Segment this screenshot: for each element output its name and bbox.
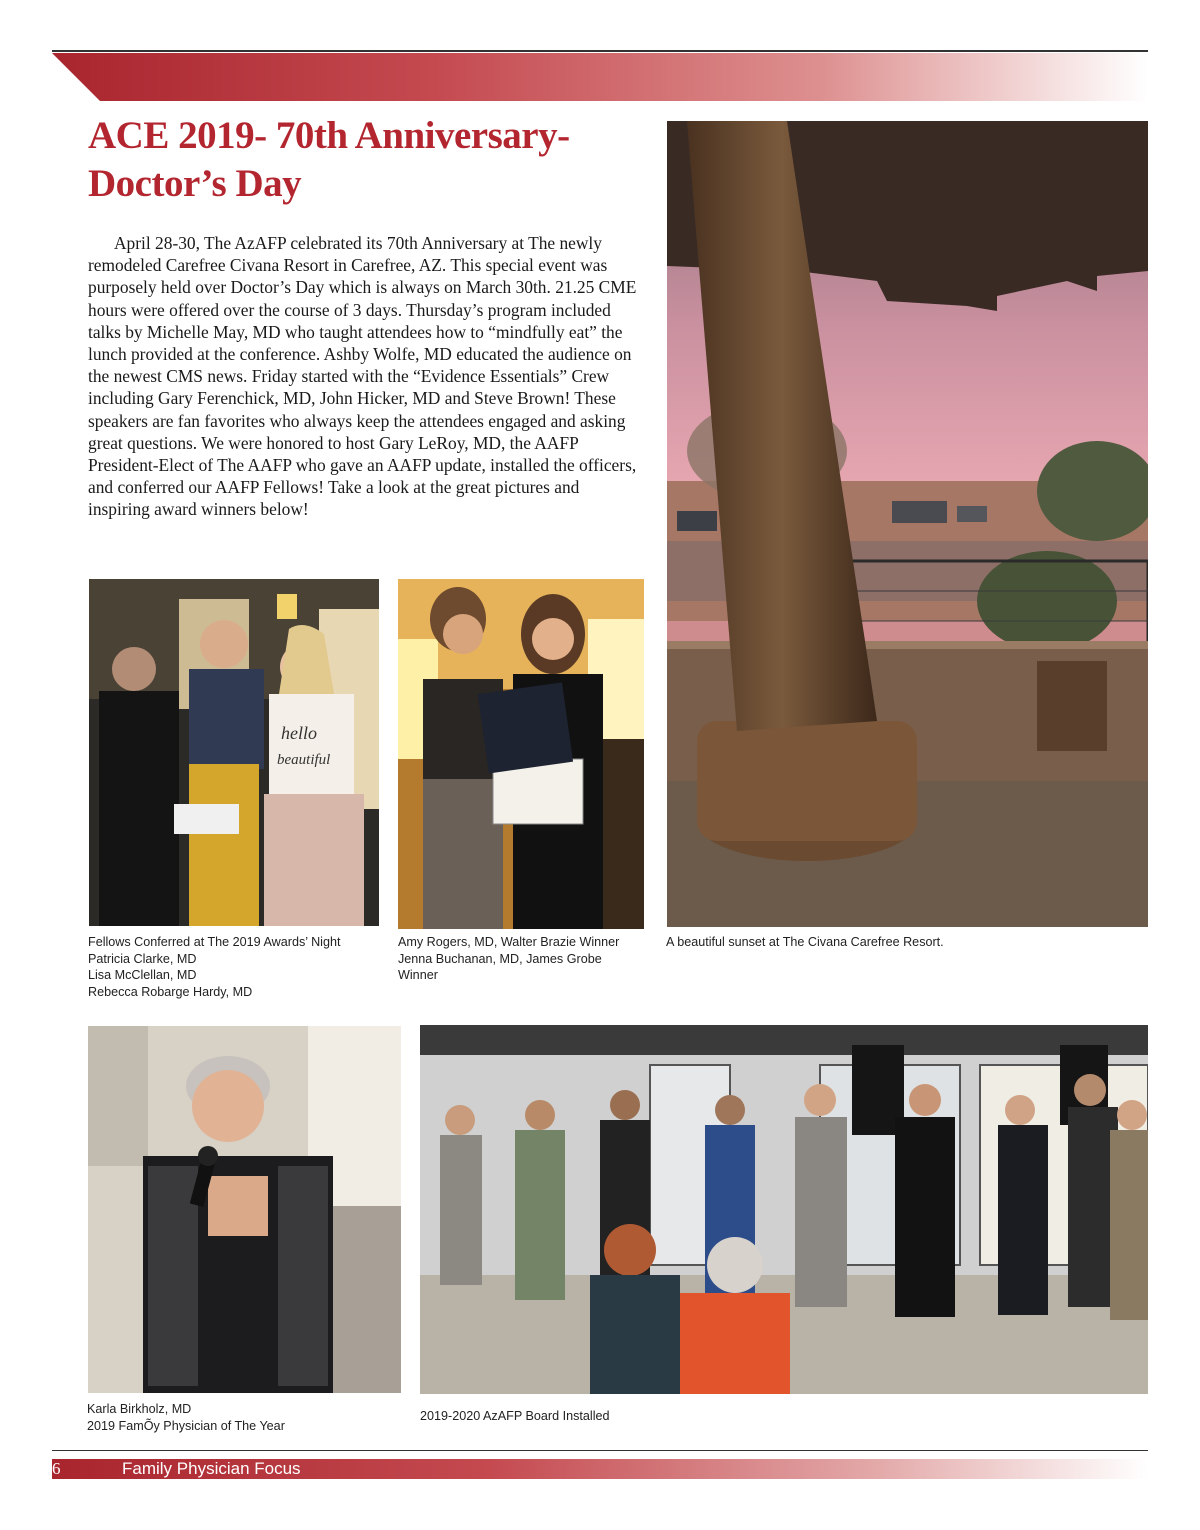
award-winners-photo (398, 579, 644, 929)
sunset-caption (666, 934, 1066, 951)
article-title-line-2: Doctor’s Day (88, 162, 302, 205)
sunset-caption-line: A beautiful sunset at The Civana Carefree Resort. (666, 935, 944, 949)
sunset-photo (667, 121, 1148, 927)
board-caption (420, 1408, 740, 1425)
fellows-caption-line: Lisa McClellan, MD (88, 968, 197, 983)
board-installed-photo (420, 1025, 1148, 1394)
award-winners-caption (398, 934, 648, 984)
footer-rule (52, 1450, 1148, 1451)
award-winners-caption-line: Winner (398, 968, 438, 983)
article-body: April 28-30, The AzAFP celebrated its 70th Anniversary at The newly remodeled Carefree Civana Resort in Carefree, AZ. This special event was purposely held over Doctor’s Day which is always on March 30th. 21.25 CME hours were offered over the course of 3 days. Thursday’s program included talks by Michelle May, MD who taught attendees how to “mindfully eat” the lunch provided at the conference. Ashby Wolfe, MD educated the audience on the newest CMS news. Friday started with the “Evidence Essentials” Crew including Gary Ferenchick, MD, John Hicker, MD and Steve Brown! These speakers are fan favorites who always keep the attendees engaged and asking great questions. We were honored to host Gary LeRoy, MD, the AAFP President-Elect of The AAFP who gave an AAFP update, installed the officers, and conferred our AAFP Fellows! Take a look at the great pictures and inspiring award winners below! (88, 233, 637, 520)
sweater-text-line-2: beautiful (277, 752, 331, 768)
page-number: 6 (52, 1459, 61, 1478)
fellows-caption-line: Patricia Clarke, MD (88, 951, 197, 966)
karla-caption (87, 1401, 407, 1434)
karla-caption-line: Karla Birkholz, MD (87, 1402, 192, 1416)
award-winners-caption-line: Amy Rogers, MD, Walter Brazie Winner (398, 935, 620, 949)
karla-birkholz-photo (88, 1026, 401, 1393)
award-winners-caption-line: Jenna Buchanan, MD, James Grobe (398, 951, 602, 966)
karla-caption-line: 2019 FamÕy Physician of The Year (87, 1418, 285, 1433)
article-title (88, 112, 648, 208)
sweater-text-line-1: hello (281, 723, 317, 743)
fellows-caption-line: Fellows Conferred at The 2019 Awards’ Night (88, 935, 341, 949)
board-caption-line: 2019-2020 AzAFP Board Installed (420, 1409, 610, 1423)
fellows-caption (88, 934, 388, 1000)
header-band (52, 53, 1148, 101)
article-title-line-1: ACE 2019- 70th Anniversary- (88, 114, 570, 157)
top-rule (52, 50, 1148, 52)
fellows-caption-line: Rebecca Robarge Hardy, MD (88, 984, 253, 999)
publication-name: Family Physician Focus (122, 1459, 301, 1478)
fellows-photo (89, 579, 379, 926)
